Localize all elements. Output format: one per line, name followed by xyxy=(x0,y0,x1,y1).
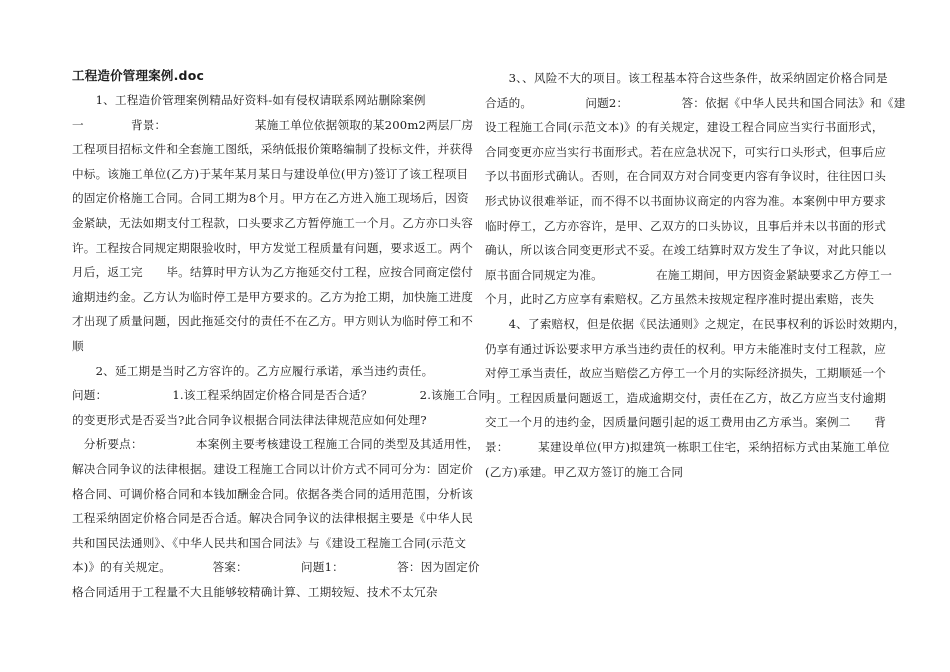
text-line: 确认，所以该合同变更形式不妥。在竣工结算时双方发生了争议，对此只能以 xyxy=(485,243,886,258)
text-line: 3、、风险不大的项目。该工程基本符合这些条件，故采纳固定价格合同是 xyxy=(485,71,888,85)
text-line: 中标。该施工单位(乙方)于某年某月某日与建设单位(甲方)签订了该工程项目 xyxy=(72,166,469,181)
text-line: 一 背景： 某施工单位依据领取的某200m2两层厂房 xyxy=(72,117,474,132)
text-line: 的变更形式是否妥当?此合同争议根据合同法律法律规范应如何处理? xyxy=(72,412,427,427)
text-line: 原书面合同规定为准。 在施工期间，甲方因资金紧缺要求乙方停工一 xyxy=(485,267,892,282)
text-line: 格合同适用于工程量不大且能够较精确计算、工期较短、技术不太冗杂 xyxy=(72,584,438,599)
left-column-body xyxy=(72,88,491,604)
text-line: 格合同、可调价格合同和本钱加酬金合同。依据各类合同的适用范围，分析该 xyxy=(72,486,473,501)
text-line: 问题： 1.该工程采纳固定价格合同是否合适？ 2.该施工合同 xyxy=(72,388,491,403)
text-line: 合适的。 问题2： 答：依据《中华人民共和国合同法》和《建 xyxy=(485,95,906,110)
text-line: 交工一个月的违约金，因质量问题引起的返工费用由乙方承当。案例二 背 xyxy=(485,415,886,430)
text-line: 合同变更亦应当实行书面形式。若在应急状况下，可实行口头形式，但事后应 xyxy=(485,144,886,159)
text-line: 设工程施工合同(示范文本)》的有关规定，建设工程合同应当实行书面形式， xyxy=(485,120,884,135)
text-line: 月。工程因质量问题返工，造成逾期交付，责任在乙方，故乙方应当支付逾期 xyxy=(485,390,886,405)
text-line: 对停工承当责任，故应当赔偿乙方停工一个月的实际经济损失，工期顺延一个 xyxy=(485,366,886,381)
text-line: 景： 某建设单位(甲方)拟建筑一栋职工住宅，采纳招标方式由某施工单位 xyxy=(485,439,890,454)
text-line: 4、了索赔权，但是依据《民法通则》之规定，在民事权利的诉讼时效期内， xyxy=(485,316,906,331)
text-line: 工程项目招标文件和全套施工图纸，采纳低报价策略编制了投标文件，并获得 xyxy=(72,142,473,157)
text-line: 2、延工期是当时乙方容许的。乙方应履行承诺，承当违约责任。 xyxy=(72,363,434,378)
document-title: 工程造价管理案例.doc xyxy=(72,68,205,83)
text-line: 分析要点： 本案例主要考核建设工程施工合同的类型及其适用性， xyxy=(72,437,479,452)
right-column xyxy=(485,66,906,484)
text-line: 本)》的有关规定。 答案： 问题1： 答：因为固定价 xyxy=(72,560,480,575)
text-line: (乙方)承建。甲乙双方签订的施工合同 xyxy=(485,464,684,479)
text-line: 形式协议很难举证，而不得不以书面协议商定的内容为准。本案例中甲方要求 xyxy=(485,193,886,208)
text-line: 工程采纳固定价格合同是否合适。解决合同争议的法律根据主要是《中华人民 xyxy=(72,511,473,526)
left-column xyxy=(72,66,491,604)
text-line: 许。工程按合同规定期限验收时，甲方发觉工程质量有问题，要求返工。两个 xyxy=(72,240,473,255)
text-line: 共和国民法通则》、《中华人民共和国合同法》与《建设工程施工合同(示范文 xyxy=(72,535,467,550)
text-line: 解决合同争议的法律根据。建设工程施工合同以计价方式不同可分为：固定价 xyxy=(72,461,473,476)
text-line: 顺 xyxy=(72,338,84,353)
text-line: 月后，返工完 毕。结算时甲方认为乙方拖延交付工程，应按合同商定偿付 xyxy=(72,265,473,280)
text-line: 个月，此时乙方应享有索赔权。乙方虽然未按规定程序准时提出索赔，丧失 xyxy=(485,292,875,307)
text-line: 的固定价格施工合同。合同工期为8个月。甲方在乙方进入施工现场后，因资 xyxy=(72,191,469,206)
text-line: 1、工程造价管理案例精品好资料-如有侵权请联系网站删除案例 xyxy=(72,93,426,107)
text-line: 予以书面形式确认。否则，在合同双方对合同变更内容有争议时，往往因口头 xyxy=(485,169,886,184)
text-line: 金紧缺，无法如期支付工程款，口头要求乙方暂停施工一个月。乙方亦口头容 xyxy=(72,215,473,230)
text-line: 逾期违约金。乙方认为临时停工是甲方要求的。乙方为抢工期，加快施工进度 xyxy=(72,289,473,304)
text-line: 临时停工，乙方亦容许，是甲、乙双方的口头协议，且事后并未以书面的形式 xyxy=(485,218,886,233)
text-line: 仍享有通过诉讼要求甲方承当违约责任的权利。甲方未能准时支付工程款，应 xyxy=(485,341,886,356)
text-line: 才出现了质量问题，因此拖延交付的责任不在乙方。甲方则认为临时停工和不 xyxy=(72,314,473,329)
